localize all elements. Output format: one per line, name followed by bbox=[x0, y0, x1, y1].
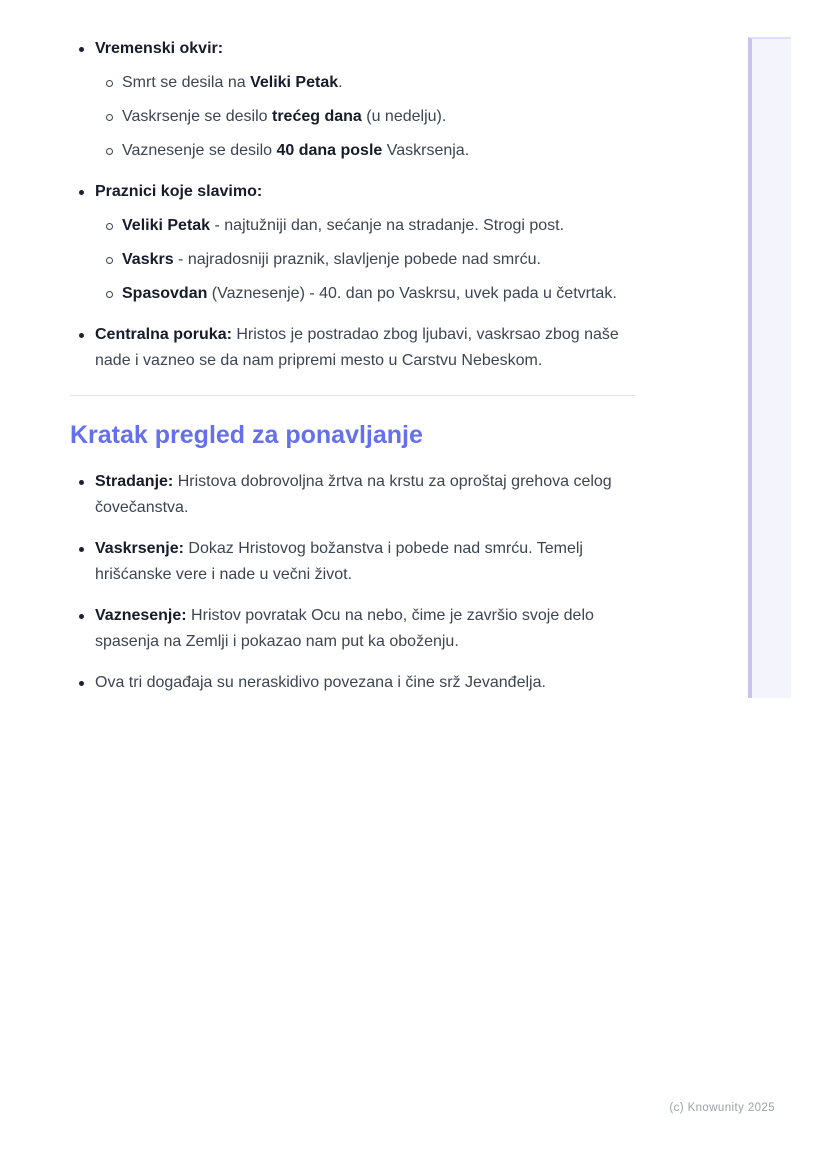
text-segment: Vaskrsenje se desilo bbox=[122, 108, 272, 125]
bullet-icon bbox=[79, 681, 84, 686]
text-segment: Veliki Petak bbox=[250, 74, 339, 91]
circle-bullet-icon bbox=[106, 114, 113, 121]
list-item-text bbox=[95, 36, 636, 62]
list-item-text bbox=[122, 104, 636, 130]
list-subitem bbox=[70, 104, 636, 130]
list-item-text bbox=[122, 281, 636, 307]
bullet-icon bbox=[79, 47, 84, 52]
list-item-text bbox=[95, 179, 636, 205]
list-subitem bbox=[70, 247, 636, 273]
text-segment: Praznici koje slavimo: bbox=[95, 183, 263, 200]
section-heading: Kratak pregled za ponavljanje bbox=[70, 421, 423, 449]
text-segment: Hristova dobrovoljna žrtva na krstu za oproštaj grehova celog čovečanstva. bbox=[95, 473, 612, 516]
text-segment: - najradosniji praznik, slavljenje pobede nad smrću. bbox=[173, 251, 541, 268]
text-segment: Smrt se desila na bbox=[122, 74, 251, 91]
review-list bbox=[70, 469, 636, 696]
text-segment: Vaznesenje: bbox=[95, 607, 187, 624]
circle-bullet-icon bbox=[106, 257, 113, 264]
list-item bbox=[70, 36, 636, 62]
section-divider bbox=[70, 395, 636, 396]
list-item-text bbox=[95, 469, 636, 521]
text-segment: Stradanje: bbox=[95, 473, 174, 490]
list-item-text bbox=[122, 70, 636, 96]
list-item-text bbox=[95, 322, 636, 374]
text-segment: . bbox=[338, 74, 343, 91]
text-segment: Hristos je postradao zbog ljubavi, vaskrsao zbog naše nade i vazneo se da nam pripremi mesto u Carstvu Nebeskom. bbox=[95, 326, 619, 369]
text-segment: (Vaznesenje) - 40. dan po Vaskrsu, uvek pada u četvrtak. bbox=[207, 285, 617, 302]
list-item bbox=[70, 670, 636, 696]
list-item bbox=[70, 536, 636, 588]
text-segment: Vaskrsenje: bbox=[95, 540, 184, 557]
list-item-text bbox=[95, 670, 636, 696]
right-margin-highlight-bar bbox=[748, 37, 791, 698]
circle-bullet-icon bbox=[106, 80, 113, 87]
list-subitem bbox=[70, 213, 636, 239]
list-item-text bbox=[122, 247, 636, 273]
text-segment: Vaskrs bbox=[122, 251, 174, 268]
text-segment: (u nedelju). bbox=[361, 108, 447, 125]
list-item bbox=[70, 469, 636, 521]
list-subitem bbox=[70, 281, 636, 307]
circle-bullet-icon bbox=[106, 148, 113, 155]
circle-bullet-icon bbox=[106, 223, 113, 230]
bullet-icon bbox=[79, 547, 84, 552]
list-item-text bbox=[95, 536, 636, 588]
list-item-text bbox=[122, 138, 636, 164]
text-segment: Vaskrsenja. bbox=[382, 142, 470, 159]
list-item bbox=[70, 179, 636, 205]
bullet-icon bbox=[79, 333, 84, 338]
copyright-footer: (c) Knowunity 2025 bbox=[669, 1102, 775, 1114]
text-segment: Veliki Petak bbox=[122, 217, 211, 234]
list-subitem bbox=[70, 70, 636, 96]
text-segment: Ova tri događaja su neraskidivo povezana i čine srž Jevanđelja. bbox=[95, 674, 546, 691]
document-content bbox=[70, 36, 636, 696]
outline-list bbox=[70, 36, 636, 374]
bullet-icon bbox=[79, 190, 84, 195]
text-segment: Spasovdan bbox=[122, 285, 208, 302]
text-segment: - najtužniji dan, sećanje na stradanje. Strogi post. bbox=[210, 217, 565, 234]
bullet-icon bbox=[79, 614, 84, 619]
text-segment: Centralna poruka: bbox=[95, 326, 232, 343]
list-item bbox=[70, 603, 636, 655]
text-segment: Dokaz Hristovog božanstva i pobede nad smrću. Temelj hrišćanske vere i nade u večni život. bbox=[95, 540, 583, 583]
circle-bullet-icon bbox=[106, 291, 113, 298]
list-item bbox=[70, 322, 636, 374]
text-segment: Vremenski okvir: bbox=[95, 40, 224, 57]
text-segment: trećeg dana bbox=[272, 108, 362, 125]
text-segment: 40 dana posle bbox=[276, 142, 383, 159]
list-item-text bbox=[122, 213, 636, 239]
list-subitem bbox=[70, 138, 636, 164]
list-item-text bbox=[95, 603, 636, 655]
text-segment: Hristov povratak Ocu na nebo, čime je završio svoje delo spasenja na Zemlji i pokazao nam put ka oboženju. bbox=[95, 607, 594, 650]
bullet-icon bbox=[79, 480, 84, 485]
text-segment: Vaznesenje se desilo bbox=[122, 142, 277, 159]
